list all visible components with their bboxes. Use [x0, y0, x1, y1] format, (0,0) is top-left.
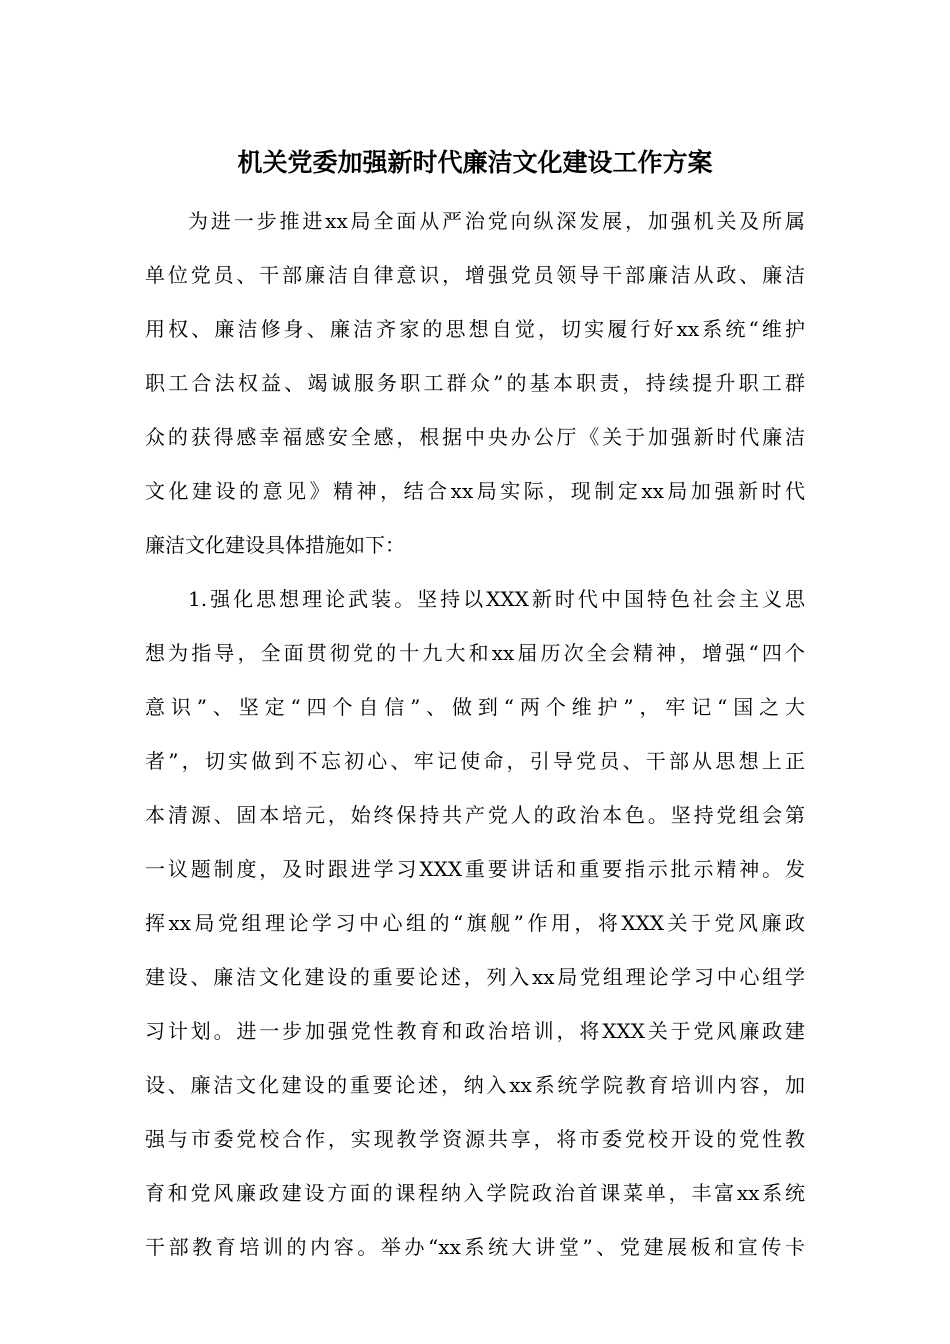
paragraph-item-1-line: 挥xx局党组理论学习中心组的“旗舰”作用，将XXX关于党风廉政 — [145, 911, 805, 935]
paragraph-intro-line: 众的获得感幸福感安全感，根据中央办公厅《关于加强新时代廉洁 — [145, 425, 805, 449]
paragraph-item-1-line: 设、廉洁文化建设的重要论述，纳入xx系统学院教育培训内容，加 — [145, 1073, 805, 1097]
paragraph-item-1-line: 习计划。进一步加强党性教育和政治培训，将XXX关于党风廉政建 — [145, 1019, 805, 1043]
paragraph-item-1-line: 建设、廉洁文化建设的重要论述，列入xx局党组理论学习中心组学 — [145, 965, 805, 989]
paragraph-item-1-line: 本清源、固本培元，始终保持共产党人的政治本色。坚持党组会第 — [145, 803, 805, 827]
paragraph-intro-line: 廉洁文化建设具体措施如下： — [145, 533, 405, 557]
paragraph-item-1-line: 一议题制度，及时跟进学习XXX重要讲话和重要指示批示精神。发 — [145, 857, 805, 881]
paragraph-item-1-line: 者”，切实做到不忘初心、牢记使命，引导党员、干部从思想上正 — [145, 749, 805, 773]
paragraph-item-1-line: 想为指导，全面贯彻党的十九大和xx届历次全会精神，增强“四个 — [145, 641, 805, 665]
paragraph-item-1-line: 意识”、坚定“四个自信”、做到“两个维护”，牢记“国之大 — [145, 695, 805, 719]
paragraph-intro-line: 单位党员、干部廉洁自律意识，增强党员领导干部廉洁从政、廉洁 — [145, 263, 805, 287]
paragraph-intro-line: 文化建设的意见》精神，结合xx局实际，现制定xx局加强新时代 — [145, 479, 805, 503]
paragraph-item-1-line: 强与市委党校合作，实现教学资源共享，将市委党校开设的党性教 — [145, 1127, 805, 1151]
document-title: 机关党委加强新时代廉洁文化建设工作方案 — [237, 148, 713, 177]
paragraph-intro-line: 职工合法权益、竭诚服务职工群众”的基本职责，持续提升职工群 — [145, 371, 805, 395]
paragraph-item-1-line: 干部教育培训的内容。举办“xx系统大讲堂”、党建展板和宣传卡 — [145, 1235, 805, 1259]
paragraph-intro-line: 为进一步推进xx局全面从严治党向纵深发展，加强机关及所属 — [188, 209, 805, 233]
document-body — [145, 194, 805, 1274]
paragraph-item-1-line: 1.强化思想理论武装。坚持以XXX新时代中国特色社会主义思 — [188, 587, 805, 611]
paragraph-item-1-line: 育和党风廉政建设方面的课程纳入学院政治首课菜单，丰富xx系统 — [145, 1181, 805, 1205]
paragraph-intro-line: 用权、廉洁修身、廉洁齐家的思想自觉，切实履行好xx系统“维护 — [145, 317, 805, 341]
